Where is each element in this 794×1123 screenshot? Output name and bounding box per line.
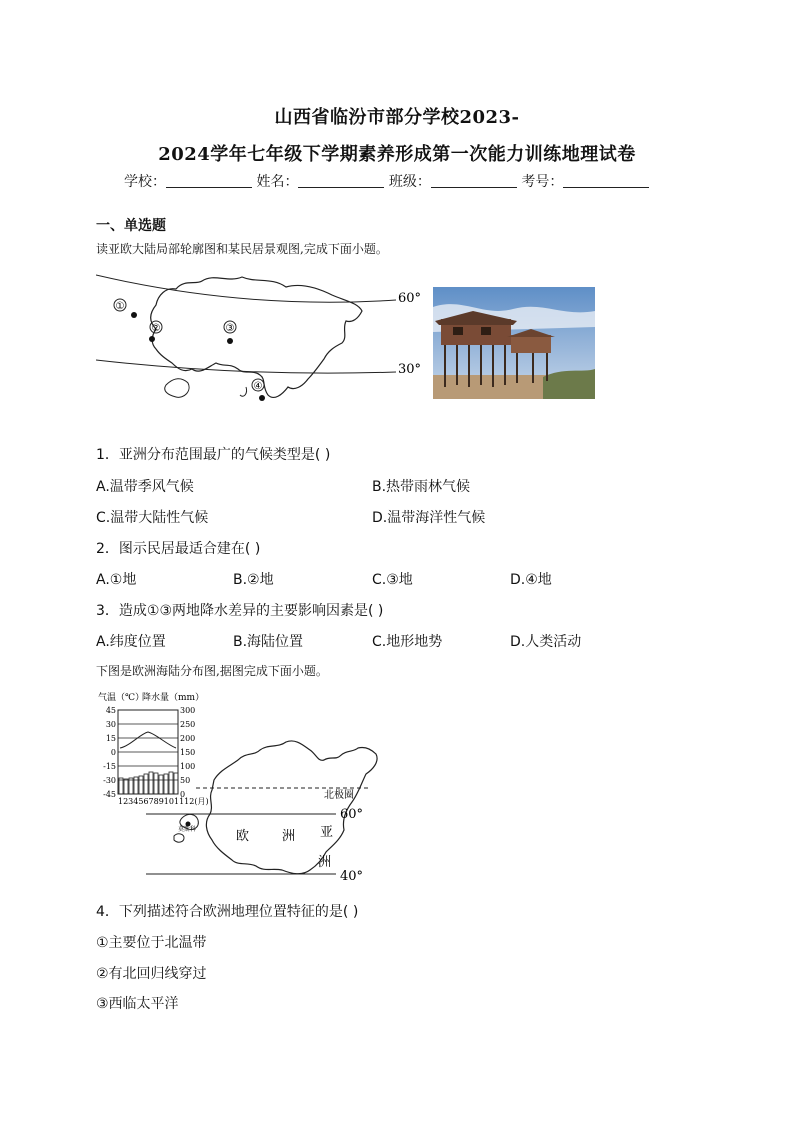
lat40-label-europe: 40° bbox=[340, 869, 364, 884]
svg-text:250: 250 bbox=[180, 720, 196, 729]
svg-text:-30: -30 bbox=[103, 776, 116, 785]
q4-item-3: ③西临太平洋 bbox=[96, 996, 179, 1012]
svg-text:200: 200 bbox=[180, 734, 196, 743]
svg-text:0: 0 bbox=[110, 748, 116, 757]
question-4-stem: 4．下列描述符合欧洲地理位置特征的是( ) bbox=[96, 904, 359, 920]
school-label: 学校： bbox=[124, 174, 166, 190]
svg-text:150: 150 bbox=[180, 748, 196, 757]
question-3-stem: 3．造成①③两地降水差异的主要影响因素是( ) bbox=[96, 603, 384, 619]
question-1-stem: 1．亚洲分布范围最广的气候类型是( ) bbox=[96, 447, 331, 463]
class-label: 班级： bbox=[388, 174, 431, 190]
question-2-stem: 2．图示民居最适合建在( ) bbox=[96, 541, 261, 557]
q1-option-d[interactable]: D.温带海洋性气候 bbox=[372, 510, 486, 526]
q3-option-c[interactable]: C.地形地势 bbox=[372, 634, 443, 650]
q3-option-d[interactable]: D.人类活动 bbox=[510, 634, 582, 650]
svg-text:30: 30 bbox=[105, 720, 116, 729]
student-info-line bbox=[124, 171, 649, 191]
marker-4-label: ④ bbox=[253, 381, 263, 392]
q3-option-a[interactable]: A.纬度位置 bbox=[96, 634, 166, 650]
lat60-label-europe: 60° bbox=[340, 807, 364, 822]
exam-number-label: 考号： bbox=[521, 174, 564, 190]
q4-item-2: ②有北回归线穿过 bbox=[96, 966, 207, 982]
q1-option-b[interactable]: B.热带雨林气候 bbox=[372, 479, 471, 495]
q2-option-d[interactable]: D.④地 bbox=[510, 572, 552, 588]
city-label: 莫斯科 bbox=[178, 826, 197, 833]
precip-axis-label: 降水量（mm） bbox=[142, 693, 205, 703]
svg-text:100: 100 bbox=[180, 762, 196, 771]
asia-label-2: 洲 bbox=[318, 855, 332, 870]
q2-option-b[interactable]: B.②地 bbox=[233, 572, 274, 588]
svg-text:15: 15 bbox=[105, 734, 116, 743]
svg-text:0: 0 bbox=[180, 790, 186, 799]
marker-2-label: ② bbox=[151, 323, 161, 334]
intro-text-2: 下图是欧洲海陆分布图,据图完成下面小题。 bbox=[96, 664, 328, 678]
svg-text:-15: -15 bbox=[103, 762, 116, 771]
svg-text:45: 45 bbox=[105, 706, 116, 715]
name-blank[interactable] bbox=[298, 173, 384, 188]
q2-option-a[interactable]: A.①地 bbox=[96, 572, 137, 588]
intro-text-1: 读亚欧大陆局部轮廓图和某民居景观图,完成下面小题。 bbox=[96, 242, 388, 256]
q1-option-c[interactable]: C.温带大陆性气候 bbox=[96, 510, 209, 526]
eurasia-outline-map bbox=[96, 265, 436, 405]
school-blank[interactable] bbox=[166, 173, 252, 188]
section-heading: 一、单选题 bbox=[96, 218, 166, 234]
lat60-label: 60° bbox=[398, 291, 422, 306]
arctic-circle-label: 北极圈 bbox=[324, 790, 354, 801]
marker-3-label: ③ bbox=[225, 323, 235, 334]
q4-item-1: ①主要位于北温带 bbox=[96, 935, 207, 951]
lat60-line bbox=[96, 275, 396, 302]
marker-1-label: ① bbox=[115, 301, 125, 312]
svg-text:-45: -45 bbox=[103, 790, 116, 799]
q3-option-b[interactable]: B.海陆位置 bbox=[233, 634, 304, 650]
month-axis-labels: 123456789101112(月) bbox=[118, 797, 209, 806]
q1-option-a[interactable]: A.温带季风气候 bbox=[96, 479, 194, 495]
svg-text:300: 300 bbox=[180, 706, 196, 715]
lat30-label: 30° bbox=[398, 362, 422, 377]
exam-number-blank[interactable] bbox=[563, 173, 649, 188]
name-label: 姓名： bbox=[256, 174, 299, 190]
europe-label-1: 欧 bbox=[236, 829, 250, 844]
europe-map-with-climate-chart bbox=[96, 690, 386, 890]
temp-axis-label: 气温（℃） bbox=[98, 693, 145, 703]
paper-title-line1: 山西省临汾市部分学校2023- bbox=[274, 107, 520, 128]
class-blank[interactable] bbox=[431, 173, 517, 188]
svg-text:50: 50 bbox=[180, 776, 191, 785]
paper-title-line2: 2024学年七年级下学期素养形成第一次能力训练地理试卷 bbox=[158, 144, 636, 165]
stilt-house-photo bbox=[433, 287, 595, 399]
europe-label-2: 洲 bbox=[282, 829, 296, 844]
lat30-line bbox=[96, 360, 396, 373]
asia-label-1: 亚 bbox=[320, 825, 334, 840]
q2-option-c[interactable]: C.③地 bbox=[372, 572, 413, 588]
